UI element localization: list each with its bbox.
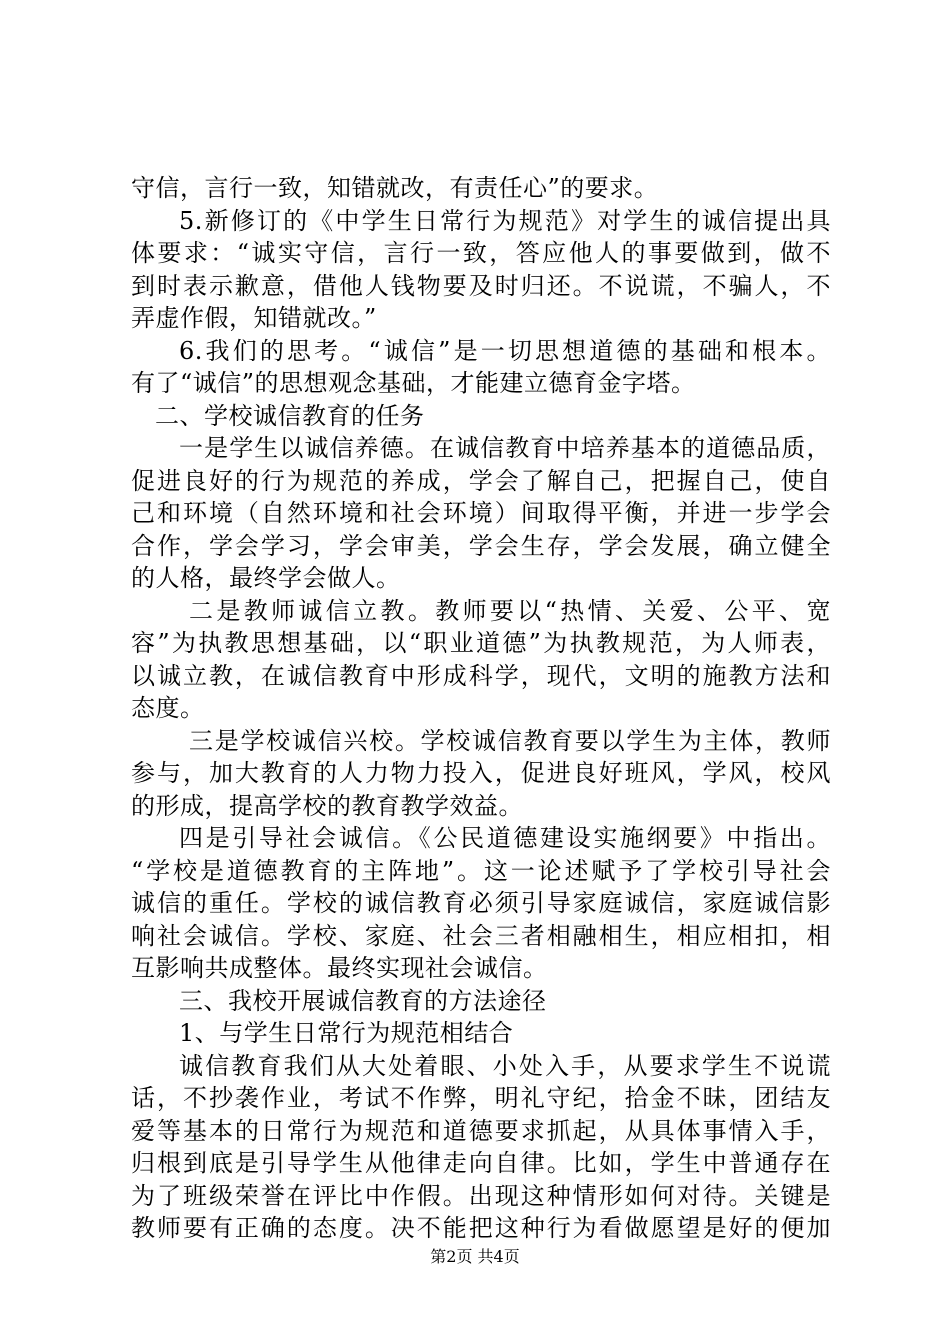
text-line: 爱等基本的日常行为规范和道德要求抓起，从具体事情入手， (131, 1116, 831, 1145)
text-line: 容”为执教思想基础，以“职业道德”为执教规范，为人师表， (131, 629, 831, 657)
text-line: 三是学校诚信兴校。学校诚信教育要以学生为主体，教师 (189, 726, 831, 755)
text-line: 一是学生以诚信养德。在诚信教育中培养基本的道德品质， (179, 434, 831, 462)
text-line: 响社会诚信。学校、家庭、社会三者相融相生，相应相扣，相 (131, 921, 831, 950)
text-line: 二是教师诚信立教。教师要以“热情、关爱、公平、宽 (189, 596, 831, 625)
text-line: 1、与学生日常行为规范相结合 (179, 1019, 514, 1047)
text-line: 态度。 (131, 694, 205, 722)
text-line: 教师要有正确的态度。决不能把这种行为看做愿望是好的便加 (131, 1214, 831, 1242)
text-line: “学校是道德教育的主阵地”。这一论述赋予了学校引导社会 (131, 856, 831, 885)
text-line: 5.新修订的《中学生日常行为规范》对学生的诚信提出具 (179, 206, 831, 235)
text-line: 有了“诚信”的思想观念基础，才能建立德育金字塔。 (131, 369, 696, 397)
text-line: 的形成，提高学校的教育教学效益。 (131, 791, 523, 820)
text-line: 6.我们的思考。“诚信”是一切思想道德的基础和根本。 (179, 336, 831, 365)
text-line: 诚信的重任。学校的诚信教育必须引导家庭诚信，家庭诚信影 (131, 889, 831, 917)
text-line: 促进良好的行为规范的养成，学会了解自己，把握自己，使自 (131, 466, 831, 495)
text-line: 参与，加大教育的人力物力投入，促进良好班风，学风，校风 (131, 759, 831, 787)
text-line: 弄虚作假，知错就改。” (131, 304, 377, 332)
text-line: 四是引导社会诚信。《公民道德建设实施纲要》中指出。 (179, 824, 831, 852)
page-footer: 第2页 共4页 (430, 1247, 520, 1266)
text-line: 为了班级荣誉在评比中作假。出现这种情形如何对待。关键是 (131, 1181, 831, 1210)
text-line: 己和环境（自然环境和社会环境）间取得平衡，并进一步学会 (131, 499, 831, 527)
text-line: 守信，言行一致，知错就改，有责任心”的要求。 (131, 174, 659, 202)
text-line: 体要求：“诚实守信，言行一致，答应他人的事要做到，做不 (131, 239, 831, 267)
text-line: 合作，学会学习，学会审美，学会生存，学会发展，确立健全 (131, 531, 831, 560)
body-text (131, 172, 831, 1245)
text-line: 二、学校诚信教育的任务 (155, 401, 425, 430)
text-line: 互影响共成整体。最终实现社会诚信。 (131, 954, 548, 982)
text-line: 以诚立教，在诚信教育中形成科学，现代，文明的施教方法和 (131, 661, 831, 690)
text-line: 到时表示歉意，借他人钱物要及时归还。不说谎，不骗人，不 (131, 271, 831, 300)
text-line: 诚信教育我们从大处着眼、小处入手，从要求学生不说谎 (179, 1051, 831, 1080)
text-line: 话，不抄袭作业，考试不作弊，明礼守纪，拾金不昧，团结友 (131, 1084, 831, 1112)
text-line: 归根到底是引导学生从他律走向自律。比如，学生中普通存在 (131, 1149, 831, 1177)
text-line: 的人格，最终学会做人。 (131, 564, 401, 592)
text-line: 三、我校开展诚信教育的方法途径 (179, 986, 547, 1015)
